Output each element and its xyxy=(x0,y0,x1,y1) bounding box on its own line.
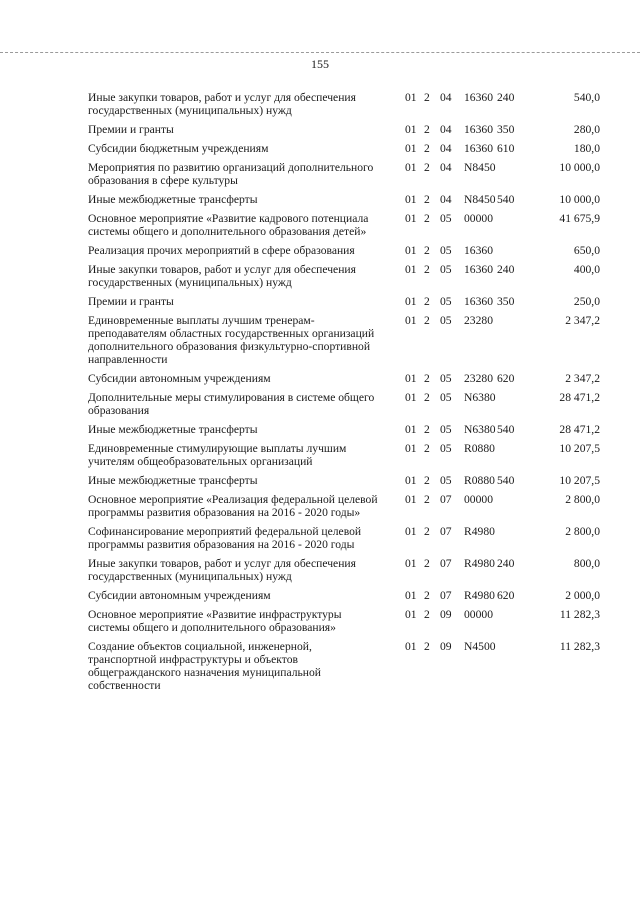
direction-code: R4980 xyxy=(464,557,495,570)
table-row xyxy=(0,142,640,155)
row-name: Создание объектов социальной, инженерной, транспортной инфраструктуры и объектов общегражданского назначения муниципальной собственности xyxy=(88,640,321,692)
table-row xyxy=(0,608,640,634)
direction-code: 00000 xyxy=(464,493,493,506)
expense-type-code: 540 xyxy=(497,423,515,436)
direction-code: 23280 xyxy=(464,372,493,385)
activity-code: 07 xyxy=(440,589,452,602)
amount: 41 675,9 xyxy=(559,212,600,225)
expense-type-code: 350 xyxy=(497,123,515,136)
amount: 2 347,2 xyxy=(565,372,600,385)
table-row xyxy=(0,493,640,519)
program-code: 01 xyxy=(405,372,417,385)
table-row xyxy=(0,263,640,289)
activity-code: 04 xyxy=(440,161,452,174)
subprogram-code: 2 xyxy=(424,142,430,155)
program-code: 01 xyxy=(405,91,417,104)
subprogram-code: 2 xyxy=(424,557,430,570)
subprogram-code: 2 xyxy=(424,442,430,455)
direction-code: 16360 xyxy=(464,142,493,155)
subprogram-code: 2 xyxy=(424,372,430,385)
activity-code: 05 xyxy=(440,314,452,327)
activity-code: 05 xyxy=(440,295,452,308)
expense-type-code: 610 xyxy=(497,142,515,155)
direction-code: 23280 xyxy=(464,314,493,327)
program-code: 01 xyxy=(405,295,417,308)
row-name: Основное мероприятие «Реализация федеральной целевой программы развития образования на 2016 - 2020 годы» xyxy=(88,493,378,519)
program-code: 01 xyxy=(405,525,417,538)
subprogram-code: 2 xyxy=(424,161,430,174)
amount: 10 000,0 xyxy=(559,161,600,174)
row-name: Иные межбюджетные трансферты xyxy=(88,474,258,487)
row-name: Реализация прочих мероприятий в сфере образования xyxy=(88,244,355,257)
table-row xyxy=(0,295,640,308)
subprogram-code: 2 xyxy=(424,640,430,653)
program-code: 01 xyxy=(405,557,417,570)
table-row xyxy=(0,193,640,206)
activity-code: 04 xyxy=(440,193,452,206)
activity-code: 07 xyxy=(440,525,452,538)
direction-code: 16360 xyxy=(464,91,493,104)
subprogram-code: 2 xyxy=(424,391,430,404)
table-row xyxy=(0,557,640,583)
row-name: Иные закупки товаров, работ и услуг для обеспечения государственных (муниципальных) нужд xyxy=(88,263,356,289)
amount: 28 471,2 xyxy=(559,391,600,404)
program-code: 01 xyxy=(405,142,417,155)
table-row xyxy=(0,212,640,238)
direction-code: R4980 xyxy=(464,525,495,538)
amount: 11 282,3 xyxy=(559,640,600,653)
subprogram-code: 2 xyxy=(424,608,430,621)
activity-code: 04 xyxy=(440,91,452,104)
activity-code: 09 xyxy=(440,640,452,653)
direction-code: 00000 xyxy=(464,608,493,621)
table-row xyxy=(0,474,640,487)
expense-type-code: 540 xyxy=(497,474,515,487)
activity-code: 05 xyxy=(440,372,452,385)
program-code: 01 xyxy=(405,442,417,455)
subprogram-code: 2 xyxy=(424,493,430,506)
amount: 11 282,3 xyxy=(559,608,600,621)
activity-code: 05 xyxy=(440,263,452,276)
subprogram-code: 2 xyxy=(424,295,430,308)
table-row xyxy=(0,589,640,602)
direction-code: 16360 xyxy=(464,295,493,308)
activity-code: 05 xyxy=(440,391,452,404)
subprogram-code: 2 xyxy=(424,244,430,257)
amount: 2 800,0 xyxy=(565,525,600,538)
row-name: Субсидии автономным учреждениям xyxy=(88,372,271,385)
activity-code: 05 xyxy=(440,442,452,455)
row-name: Субсидии бюджетным учреждениям xyxy=(88,142,269,155)
expense-type-code: 540 xyxy=(497,193,515,206)
subprogram-code: 2 xyxy=(424,589,430,602)
expense-type-code: 240 xyxy=(497,263,515,276)
amount: 10 207,5 xyxy=(559,474,600,487)
table-row xyxy=(0,244,640,257)
activity-code: 04 xyxy=(440,142,452,155)
subprogram-code: 2 xyxy=(424,423,430,436)
subprogram-code: 2 xyxy=(424,193,430,206)
program-code: 01 xyxy=(405,640,417,653)
amount: 2 000,0 xyxy=(565,589,600,602)
page-number: 155 xyxy=(311,57,329,71)
amount: 28 471,2 xyxy=(559,423,600,436)
header-dashed-line xyxy=(0,52,640,54)
row-name: Иные закупки товаров, работ и услуг для обеспечения государственных (муниципальных) нужд xyxy=(88,91,356,117)
row-name: Мероприятия по развитию организаций дополнительного образования в сфере культуры xyxy=(88,161,374,187)
program-code: 01 xyxy=(405,493,417,506)
program-code: 01 xyxy=(405,123,417,136)
amount: 800,0 xyxy=(573,557,600,570)
direction-code: 16360 xyxy=(464,263,493,276)
activity-code: 05 xyxy=(440,474,452,487)
direction-code: N6380 xyxy=(464,423,496,436)
subprogram-code: 2 xyxy=(424,212,430,225)
direction-code: 16360 xyxy=(464,123,493,136)
direction-code: 16360 xyxy=(464,244,493,257)
subprogram-code: 2 xyxy=(424,314,430,327)
program-code: 01 xyxy=(405,391,417,404)
activity-code: 07 xyxy=(440,493,452,506)
table-row xyxy=(0,442,640,468)
table-row xyxy=(0,372,640,385)
amount: 250,0 xyxy=(573,295,600,308)
activity-code: 09 xyxy=(440,608,452,621)
amount: 2 347,2 xyxy=(565,314,600,327)
table-row xyxy=(0,161,640,187)
row-name: Единовременные выплаты лучшим тренерам-преподавателям областных государственных организаций дополнительного образования физкультурно-спортивной направленности xyxy=(88,314,375,366)
row-name: Основное мероприятие «Развитие кадрового потенциала системы общего и дополнительного образования детей» xyxy=(88,212,369,238)
table-row xyxy=(0,423,640,436)
row-name: Софинансирование мероприятий федеральной целевой программы развития образования на 2016 - 2020 годы xyxy=(88,525,362,551)
subprogram-code: 2 xyxy=(424,474,430,487)
row-name: Основное мероприятие «Развитие инфраструктуры системы общего и дополнительного образования» xyxy=(88,608,342,634)
row-name: Дополнительные меры стимулирования в системе общего образования xyxy=(88,391,375,417)
table-row xyxy=(0,391,640,417)
row-name: Субсидии автономным учреждениям xyxy=(88,589,271,602)
program-code: 01 xyxy=(405,244,417,257)
direction-code: R0880 xyxy=(464,474,495,487)
program-code: 01 xyxy=(405,474,417,487)
table-row xyxy=(0,314,640,366)
direction-code: N4500 xyxy=(464,640,496,653)
expense-type-code: 620 xyxy=(497,372,515,385)
program-code: 01 xyxy=(405,263,417,276)
activity-code: 04 xyxy=(440,123,452,136)
program-code: 01 xyxy=(405,608,417,621)
direction-code: R4980 xyxy=(464,589,495,602)
activity-code: 05 xyxy=(440,244,452,257)
amount: 540,0 xyxy=(573,91,600,104)
row-name: Иные закупки товаров, работ и услуг для обеспечения государственных (муниципальных) нужд xyxy=(88,557,356,583)
amount: 10 000,0 xyxy=(559,193,600,206)
amount: 280,0 xyxy=(573,123,600,136)
activity-code: 05 xyxy=(440,212,452,225)
row-name: Иные межбюджетные трансферты xyxy=(88,423,258,436)
program-code: 01 xyxy=(405,314,417,327)
subprogram-code: 2 xyxy=(424,263,430,276)
table-row xyxy=(0,525,640,551)
budget-table xyxy=(0,91,640,698)
row-name: Премии и гранты xyxy=(88,295,174,308)
program-code: 01 xyxy=(405,161,417,174)
table-row xyxy=(0,640,640,692)
row-name: Иные межбюджетные трансферты xyxy=(88,193,258,206)
amount: 10 207,5 xyxy=(559,442,600,455)
program-code: 01 xyxy=(405,193,417,206)
amount: 2 800,0 xyxy=(565,493,600,506)
expense-type-code: 620 xyxy=(497,589,515,602)
program-code: 01 xyxy=(405,589,417,602)
row-name: Единовременные стимулирующие выплаты лучшим учителям общеобразовательных организаций xyxy=(88,442,347,468)
amount: 400,0 xyxy=(573,263,600,276)
direction-code: 00000 xyxy=(464,212,493,225)
program-code: 01 xyxy=(405,212,417,225)
activity-code: 07 xyxy=(440,557,452,570)
direction-code: R0880 xyxy=(464,442,495,455)
row-name: Премии и гранты xyxy=(88,123,174,136)
direction-code: N8450 xyxy=(464,193,496,206)
table-row xyxy=(0,123,640,136)
amount: 650,0 xyxy=(573,244,600,257)
table-row xyxy=(0,91,640,117)
subprogram-code: 2 xyxy=(424,525,430,538)
activity-code: 05 xyxy=(440,423,452,436)
expense-type-code: 350 xyxy=(497,295,515,308)
program-code: 01 xyxy=(405,423,417,436)
subprogram-code: 2 xyxy=(424,91,430,104)
expense-type-code: 240 xyxy=(497,91,515,104)
expense-type-code: 240 xyxy=(497,557,515,570)
subprogram-code: 2 xyxy=(424,123,430,136)
direction-code: N6380 xyxy=(464,391,496,404)
direction-code: N8450 xyxy=(464,161,496,174)
amount: 180,0 xyxy=(573,142,600,155)
